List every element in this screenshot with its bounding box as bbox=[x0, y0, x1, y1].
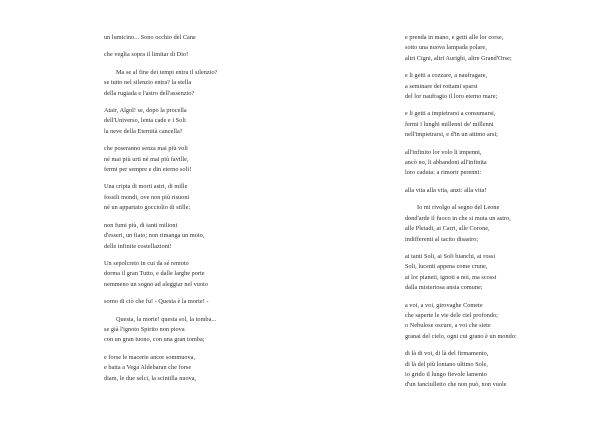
poem-stanza bbox=[104, 106, 294, 137]
right-page-column bbox=[405, 33, 595, 398]
poem-stanza bbox=[405, 203, 595, 245]
poem-line: all'infinito lor volo li impenni, bbox=[405, 148, 482, 156]
poem-line: e li getti a cozzare, a naufragare, bbox=[405, 72, 488, 80]
poem-line: che saperte le vie dele ciel profondo; bbox=[405, 311, 498, 319]
poem-line: che veglia sopra il limitar di Dio! bbox=[104, 51, 189, 59]
poem-line: che poseranno senza mai più voli bbox=[104, 145, 188, 153]
poem-line: fossili mondi, ove non più risuoni bbox=[104, 193, 190, 201]
poem-line: a voi, a voi, girovaghe Comete bbox=[405, 301, 483, 309]
poem-line: d'esseri, un fiato; non rimanga un moto, bbox=[104, 232, 205, 240]
poem-line: alle Pleiadi, ai Carri, alle Corone, bbox=[405, 225, 490, 233]
poem-line: della rugiada e l'astro dell'assenzio? bbox=[104, 89, 195, 97]
poem-stanza bbox=[405, 349, 595, 391]
poem-line: sotto una nuova lampada polare, bbox=[405, 44, 487, 52]
poem-line: dalla misteriosa ansia comune; bbox=[405, 284, 483, 292]
poem-line: indifferenti al tacito disastro; bbox=[405, 235, 479, 243]
poem-line: del lor naufragio il loro eterno mare; bbox=[405, 93, 498, 101]
left-page-column bbox=[104, 33, 294, 391]
poem-stanza bbox=[104, 50, 294, 60]
poem-stanza bbox=[405, 186, 595, 196]
poem-line: e batta a Vega Aldebaran che forse bbox=[104, 364, 192, 372]
poem-line: ancò no, li abbandoni all'infinita bbox=[405, 159, 487, 167]
poem-line: né un appartato gocciolio di stille; bbox=[104, 204, 191, 212]
poem-stanza bbox=[104, 297, 294, 307]
poem-line: Una cripta di morti astri, di mille bbox=[104, 183, 188, 191]
poem-line: né mai più urti né mai più faville, bbox=[104, 155, 189, 163]
poem-line: alla vita alla vita, anzi: alla vita! bbox=[405, 186, 487, 194]
poem-line: se tutto nel silenzio entra? la stella bbox=[104, 79, 192, 87]
poem-line: Ma se al fine dei tempi entra il silenzio? bbox=[116, 68, 218, 76]
poem-line: Soli, lucenti appena come crune, bbox=[405, 263, 488, 271]
poem-line: altri Cigni, altri Aurighi, altre Grand'Orse; bbox=[405, 54, 512, 62]
poem-line: Atair, Algol! se, dopo la procella bbox=[104, 107, 187, 115]
poem-stanza bbox=[104, 315, 294, 346]
poem-line: un lumicino... Sono occhio del Cane bbox=[104, 34, 196, 41]
poem-line: e prenda in mano, e getti alle lor corse, bbox=[405, 34, 504, 41]
poem-stanza bbox=[405, 33, 595, 64]
poem-line: e li getti a impietrarsi a consumarsi, bbox=[405, 110, 496, 118]
poem-line: a seminare dei rottami sparsi bbox=[405, 82, 478, 90]
poem-stanza bbox=[104, 221, 294, 252]
poem-line: la neve della Eternità cancella? bbox=[104, 127, 183, 135]
poem-line: ai lor pianeti, ignoti a noi, ma scossi bbox=[405, 273, 497, 281]
poem-stanza bbox=[104, 144, 294, 175]
poem-stanza bbox=[104, 182, 294, 213]
poem-line: dond'arde il fuoco in che si muta un astro, bbox=[405, 214, 511, 222]
poem-stanza bbox=[405, 301, 595, 343]
poem-line: Questa, la morte! questa sol, la tomba... bbox=[116, 315, 217, 323]
poem-line: dorma il gran Tutto, e dalle larghe porte bbox=[104, 270, 205, 278]
poem-line: loro caduta: a rimorir perenni: bbox=[405, 169, 482, 177]
poem-line: nell'impietrarsi, e d'in un attimo arsi; bbox=[405, 131, 498, 139]
poem-line: non fumi più, di tanti milioni bbox=[104, 221, 178, 229]
poem-stanza bbox=[104, 259, 294, 290]
poem-line: diam, le due selci, la scintilla nuova, bbox=[104, 374, 197, 382]
poem-line: di là del più lontano ultimo Sole, bbox=[405, 360, 488, 368]
poem-line: fermi i lunghi millenni de' millenni bbox=[405, 120, 494, 128]
poem-stanza bbox=[104, 68, 294, 99]
poem-stanza bbox=[405, 252, 595, 294]
poem-line: di là di voi, di là del firmamento, bbox=[405, 350, 489, 358]
poem-line: e forse le macerie ancor sommuova, bbox=[104, 353, 196, 361]
poem-line: d'un fanciulletto che non può, non vuole bbox=[405, 381, 507, 389]
poem-line: delle infinite costellazioni! bbox=[104, 242, 172, 250]
poem-line: Io mi rivolgo al segno del Leone bbox=[417, 204, 500, 212]
poem-line: o Nebulose oscure, a voi che siete bbox=[405, 322, 491, 330]
poem-line: se già l'ignoto Spirito non piova bbox=[104, 325, 185, 333]
poem-line: nemmeno un sogno ad aleggiar nel vuoto bbox=[104, 280, 208, 288]
poem-stanza bbox=[405, 109, 595, 140]
poem-line: sorno di ciò che fu! - Questa è la morte! - bbox=[104, 298, 209, 306]
poem-line: Un sepolcreto in cui da sé remoto bbox=[104, 259, 189, 267]
poem-stanza bbox=[405, 148, 595, 179]
poem-stanza bbox=[104, 33, 294, 43]
poem-stanza bbox=[104, 353, 294, 384]
poem-line: con un gran tuono, con una gran tomba; bbox=[104, 336, 205, 344]
poem-stanza bbox=[405, 71, 595, 102]
poem-line: granai del cielo, ogni cui grano è un mondo: bbox=[405, 332, 517, 340]
poem-line: fermi per sempre e din eterno soli! bbox=[104, 166, 192, 174]
poem-line: dell'Universo, lenta cade e i Soli bbox=[104, 117, 186, 125]
poem-line: ai tanti Soli, ai Soli bianchi, ai rossi bbox=[405, 252, 496, 260]
poem-line: io grido il lungo fievole lamento bbox=[405, 370, 487, 378]
